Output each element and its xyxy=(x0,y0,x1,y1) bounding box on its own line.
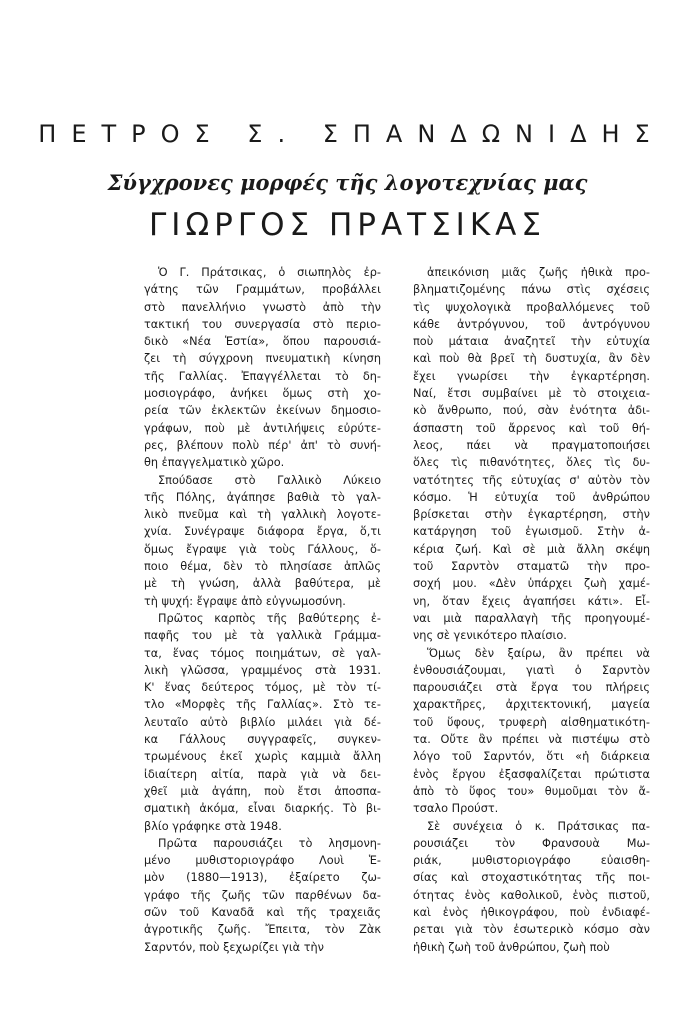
text-line: Σπούδασε στὸ Γαλλικὸ Λύκειο xyxy=(158,473,381,487)
text-line: μοσιογράφο, ἀνήκει ὅμως στὴ χο- xyxy=(144,387,381,401)
text-line: κόσμο. Ἡ εὐτυχία τοῦ ἀνθρώπου xyxy=(413,490,650,504)
text-line: ἀγροτικῆς ζωῆς. Ἔπειτα, τὸν Ζὰκ xyxy=(144,923,381,937)
paragraph xyxy=(144,835,381,956)
text-line: σοχή μου. «Δὲν ὑπάρχει ζωὴ χαμέ- xyxy=(413,577,650,591)
text-line: νη, ὅταν ἔχεις ἀγαπήσει κάτι». Εἶ- xyxy=(413,594,650,608)
text-line: ναι μιὰ παραλλαγὴ τῆς προηγουμέ- xyxy=(413,611,650,625)
text-line: Πρῶτα παρουσιάζει τὸ λησμονη- xyxy=(158,836,381,850)
text-line: κάθε ἀντρόγυνου, τοῦ ἀντρόγυνου xyxy=(413,317,650,331)
text-line: ἀπεικόνιση μιᾶς ζωῆς ἠθικὰ προ- xyxy=(427,266,650,279)
text-line: άσπαστη τοῦ ἄρρενος καὶ τοῦ θή- xyxy=(413,421,650,435)
text-line: τα, ἕνας τόμος ποιημάτων, σὲ γαλ- xyxy=(144,646,381,660)
text-line: ρουσιάζει τὸν Φρανσουὰ Μω- xyxy=(413,836,650,850)
text-line: Πρῶτος καρπὸς τῆς βαθύτερης ἐ- xyxy=(158,611,381,625)
text-line: παφῆς του μὲ τὰ γαλλικὰ Γράμμα- xyxy=(144,629,381,643)
text-line: τὴ ψυχή: ἔγραψε ἀπὸ εὐγνωμοσύνη. xyxy=(144,594,346,608)
left-column xyxy=(144,264,381,956)
text-line: λικὸ πνεῦμα καὶ τὴ γαλλικὴ λογοτε- xyxy=(144,508,381,522)
text-line: νατότητες τῆς εὐτυχίας σ' αὐτὸν τὸν xyxy=(413,473,650,487)
text-line: μὲ τὴ γνώση, ἀλλὰ βαθύτερα, μὲ xyxy=(144,577,381,591)
text-line: Σὲ συνέχεια ὁ κ. Πράτσικας πα- xyxy=(427,819,650,833)
text-line: σματικὴ ἀκόμα, εἶναι διαρκής. Τὸ βι- xyxy=(144,802,381,816)
text-line: ποὺ μάταια ἀναζητεῖ τὴν εὐτυχία xyxy=(413,335,650,349)
text-line: χαρακτῆρες, ἀρχιτεκτονική, μαγεία xyxy=(413,698,650,712)
text-line: λόγο τοῦ Σαρντόν, ὅτι «ἡ διάρκεια xyxy=(413,750,650,764)
text-line: ρεται γιὰ τὸν ἐσωτερικὸ κόσμο σὰν xyxy=(413,923,650,937)
text-line: ἀπὸ τὸ ὕφος του» θυμοῦμαι τὸν ἄ- xyxy=(413,784,650,798)
text-line: βρίσκεται στὴν ἐγκαρτέρηση, στὴν xyxy=(413,508,650,522)
right-column xyxy=(413,264,650,956)
text-line: κατάργηση τοῦ ἐγωισμοῦ. Στὴν ἀ- xyxy=(413,525,650,539)
text-line: τοῦ ὕφους, τρυφερὴ αἰσθηματικότη- xyxy=(413,715,650,729)
text-line: κα Γάλλους συγγραφεῖς, συγκεν- xyxy=(144,733,381,747)
text-line: γράφων, ποὺ μὲ ἀντιλήψεις εὐρύτε- xyxy=(144,421,381,435)
text-line: ότητας ἑνὸς καθολικοῦ, ἑνὸς πιστοῦ, xyxy=(413,888,650,902)
paragraph xyxy=(413,645,650,818)
text-line: κέρια ζωή. Καὶ σὲ μιὰ ἄλλη σκέψη xyxy=(413,542,650,556)
text-line: Ὁ Γ. Πράτσικας, ὁ σιωπηλὸς ἐρ- xyxy=(158,266,381,279)
text-line: ὅλες τὶς πιθανότητες, ὅλες τὶς δυ- xyxy=(413,456,650,470)
text-line: τὶς ψυχολογικὰ προβαλλόμενες τοῦ xyxy=(413,300,650,314)
text-line: τῆς Γαλλίας. Ἐπαγγέλλεται τὸ δη- xyxy=(144,369,381,383)
text-line: ριάκ, μυθιστοριογράφο εὐαισθη- xyxy=(413,854,650,868)
text-line: νης σὲ γενικότερο πλαίσιο. xyxy=(413,629,567,643)
text-line: χνία. Συνέγραψε διάφορα ἔργα, ὅ,τι xyxy=(144,525,381,539)
text-line: ζει τὴ σύγχρονη πνευματικὴ κίνηση xyxy=(144,352,381,366)
text-line: τσαλο Προύστ. xyxy=(413,802,499,816)
text-line: λικὴ γλῶσσα, γραμμένος στὰ 1931. xyxy=(144,663,381,677)
text-line: γάτης τῶν Γραμμάτων, προβάλλει xyxy=(144,283,381,297)
series-subtitle: Σύγχρονες μορφές τῆς λογοτεχνίας μας xyxy=(107,170,588,195)
text-line: ἠθικὴ ζωὴ τοῦ ἀνθρώπου, ζωὴ ποὺ xyxy=(413,940,610,954)
text-line: τῆς Πόλης, ἀγάπησε βαθιὰ τὸ γαλ- xyxy=(144,490,381,504)
text-line: ρες, βλέπουν πολὺ πέρ' ἀπ' τὸ συνή- xyxy=(144,438,381,452)
text-line: βλίο γράφηκε στὰ 1948. xyxy=(144,819,282,833)
text-line: ἑνὸς ἔργου ἐξασφαλίζεται πρώτιστα xyxy=(413,767,650,781)
article-title: ΓΙΩΡΓΟΣ ΠΡΑΤΣΙΚΑΣ xyxy=(149,207,546,243)
paragraph xyxy=(144,472,381,610)
text-line: Ναί, ἔτσι συμβαίνει μὲ τὸ στοιχεια- xyxy=(413,387,650,401)
text-line: ποιο θέμα, δὲν τὸ πλησίασε ἁπλῶς xyxy=(144,560,381,574)
text-line: ὅμως ἔγραψε γιὰ τοὺς Γάλλους, ὅ- xyxy=(144,542,381,556)
text-line: γράφο τῆς ζωῆς τῶν παρθένων δα- xyxy=(144,888,381,902)
text-line: τρωμένους ἐκεῖ χωρὶς καμμιὰ ἄλλη xyxy=(144,750,381,764)
text-line: σῶν τοῦ Καναδᾶ καὶ τῆς τραχειᾶς xyxy=(144,905,381,919)
paragraph xyxy=(413,818,650,956)
text-line: λεος, πάει νὰ πραγματοποιήσει xyxy=(413,438,650,452)
text-line: Ὅμως δὲν ξαίρω, ἂν πρέπει νὰ xyxy=(427,646,650,660)
text-line: δικὸ «Νέα Ἑστία», ὅπου παρουσιά- xyxy=(144,335,381,349)
text-line: παρουσιάζει στὰ ἔργα του πλήρεις xyxy=(413,681,650,695)
paragraph xyxy=(144,610,381,835)
text-line: τλο «Μορφὲς τῆς Γαλλίας». Στὸ τε- xyxy=(144,698,381,712)
author-name: ΠΕΤΡΟΣ Σ. ΣΠΑΝΔΩΝΙΔΗΣ xyxy=(38,120,665,148)
text-line: καὶ ἑνὸς ἠθικογράφου, ποὺ ἐνδιαφέ- xyxy=(413,905,650,919)
text-line: καὶ ποὺ θὰ βρεῖ τὴ δυστυχία, ἂν δὲν xyxy=(413,352,650,366)
text-line: ρεία τῶν ἐκλεκτῶν ἐκείνων δημοσιο- xyxy=(144,404,381,418)
text-line: τοῦ Σαρντὸν σταματῶ τὴν προ- xyxy=(413,560,650,574)
text-line: Κ' ἕνας δεύτερος τόμος, μὲ τὸν τί- xyxy=(144,681,381,695)
text-line: μένο μυθιστοριογράφο Λουὶ Ἑ- xyxy=(144,854,381,868)
text-line: Σαρντόν, ποὺ ξεχωρίζει γιὰ τὴν xyxy=(144,940,324,954)
text-line: ἰδιαίτερη αἰτία, παρὰ γιὰ νὰ δει- xyxy=(144,767,381,781)
text-line: λευταῖο αὐτὸ βιβλίο μιλάει γιὰ δέ- xyxy=(144,715,381,729)
text-line: τακτική του συνεργασία στὸ περιο- xyxy=(144,317,381,331)
text-line: μὸν (1880—1913), ἐξαίρετο ζω- xyxy=(144,871,381,885)
paragraph xyxy=(413,264,650,645)
text-line: ἐνθουσιάζουμαι, γιατὶ ὁ Σαρντὸν xyxy=(413,663,650,677)
text-line: κὸ ἄνθρωπο, πού, σὰν ἑνότητα ἀδι- xyxy=(413,404,650,418)
text-line: τα. Οὔτε ἂν πρέπει νὰ πιστέψω στὸ xyxy=(413,733,650,747)
text-line: βληματιζομένης πάνω στὶς σχέσεις xyxy=(413,283,650,297)
text-line: στὸ πανελλήνιο γνωστὸ ἀπὸ τὴν xyxy=(144,300,381,314)
text-line: χθεῖ μιὰ ἀγάπη, ποὺ ἔτσι ἀποσπα- xyxy=(144,784,381,798)
text-line: ἔχει γνωρίσει τὴν ἐγκαρτέρηση. xyxy=(413,369,650,383)
paragraph xyxy=(144,264,381,472)
text-line: θη ἐπαγγελματικὸ χῶρο. xyxy=(144,456,285,470)
text-line: σίας καὶ στοχαστικότητας τῆς ποι- xyxy=(413,871,650,885)
